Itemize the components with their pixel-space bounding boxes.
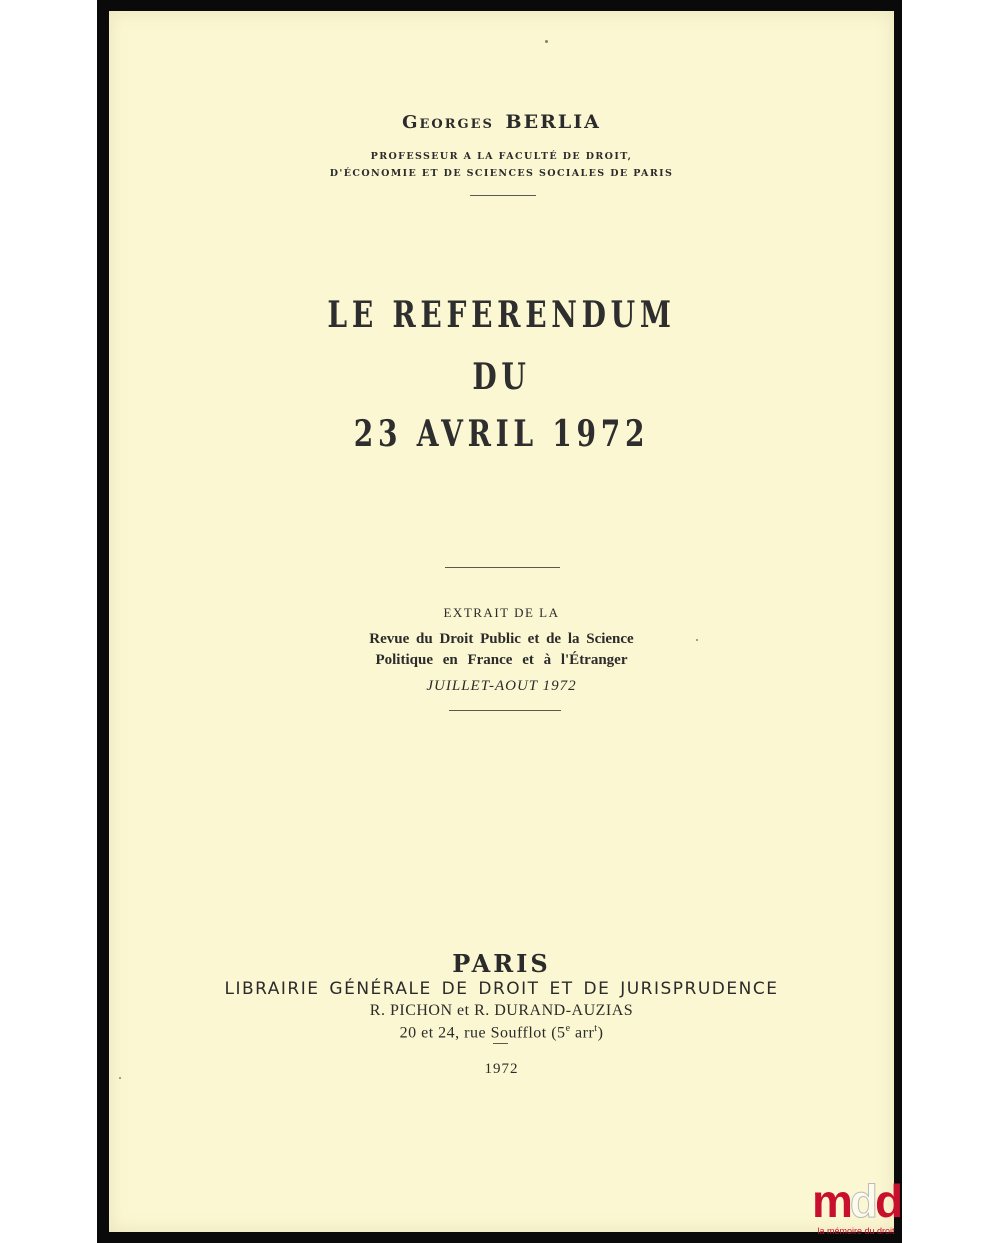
imprint-year: 1972 [484, 1061, 519, 1077]
address-sup1: e [565, 1023, 571, 1034]
journal-issue: JUILLET-AOUT 1972 [426, 678, 577, 694]
author-affiliation-line2: D'ÉCONOMIE ET DE SCIENCES SOCIALES DE PARIS [329, 168, 674, 179]
source-divider [449, 710, 561, 711]
paper-speck [696, 639, 698, 641]
journal-title-line1: Revue du Droit Public et de la Science [369, 631, 634, 647]
imprint-divider [493, 1043, 508, 1044]
logo-part-d2: d [874, 1175, 901, 1227]
paper-speck [119, 1077, 121, 1079]
author-divider [470, 195, 536, 196]
imprint-editors: R. PICHON et R. DURAND-AUZIAS [369, 1002, 634, 1019]
title-divider [445, 567, 560, 568]
author-first-name: Georges [402, 112, 494, 133]
mdd-logo-tagline: la mémoire du droit [817, 1226, 895, 1236]
mdd-logo-mark [808, 1175, 904, 1227]
address-main: 20 et 24, rue Soufflot (5 [399, 1024, 566, 1042]
title-line2: DU [472, 356, 531, 398]
author-name [109, 111, 894, 133]
extract-intro: EXTRAIT DE LA [443, 605, 560, 620]
journal-title-line2: Politique en France et à l'Étranger [375, 652, 628, 668]
address-arr: arr [570, 1024, 595, 1042]
logo-part-d1: d [849, 1175, 875, 1227]
author-affiliation-line1: PROFESSEUR A LA FACULTÉ DE DROIT, [370, 151, 633, 162]
paper-speck [545, 40, 548, 43]
logo-part-m: m [811, 1175, 850, 1227]
address-close: ) [597, 1024, 604, 1042]
address-sup2: t [594, 1023, 598, 1034]
imprint-publisher: LIBRAIRIE GÉNÉRALE DE DROIT ET DE JURISPRUDENCE [224, 979, 779, 999]
book-cover [109, 11, 894, 1232]
title-line3: 23 AVRIL 1972 [353, 413, 650, 455]
author-last-name: BERLIA [505, 111, 601, 133]
imprint-city: PARIS [452, 949, 551, 978]
mdd-watermark-logo [808, 1175, 904, 1238]
imprint-address [109, 1023, 894, 1042]
title-line1: LE REFERENDUM [327, 294, 676, 336]
